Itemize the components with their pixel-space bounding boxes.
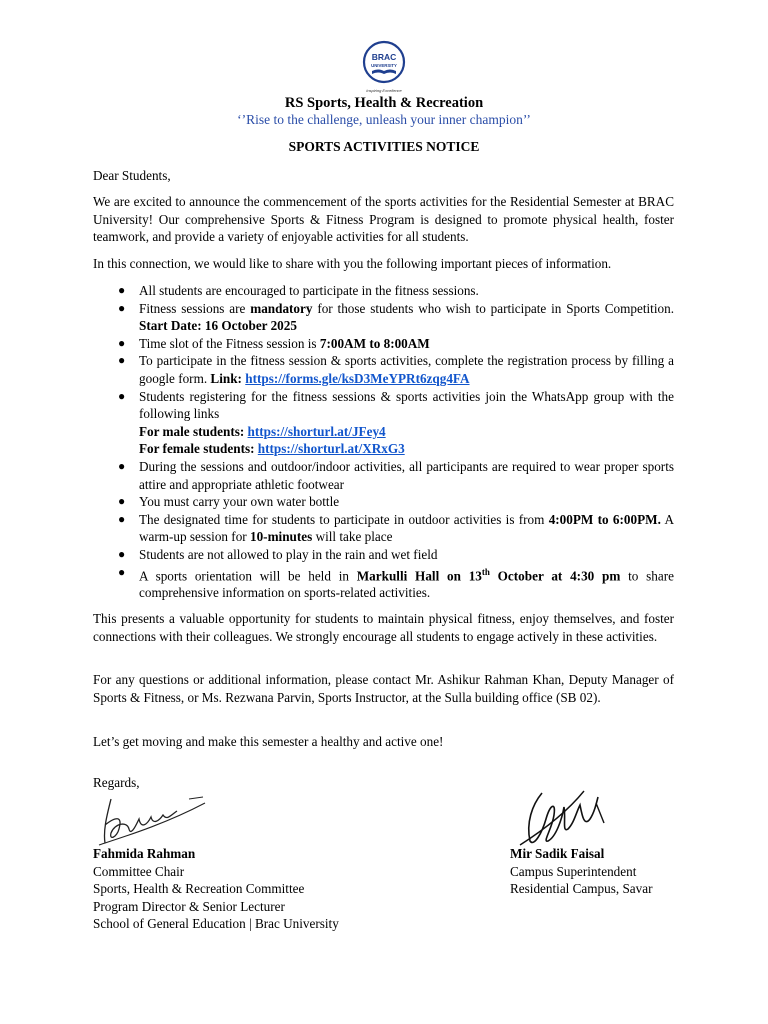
- signatory-campus: Residential Campus, Savar: [510, 881, 653, 897]
- bullet-icon: ●: [118, 546, 126, 561]
- bullet-icon: ●: [118, 353, 126, 368]
- signatory-name: Fahmida Rahman: [93, 846, 196, 861]
- bullet-icon: ●: [118, 335, 126, 350]
- signatory-committee: Sports, Health & Recreation Committee: [93, 881, 305, 897]
- svg-text:BRAC: BRAC: [371, 52, 397, 62]
- signatory-title: Campus Superintendent: [510, 863, 637, 879]
- signatory-right: [510, 845, 652, 898]
- list-item: ● The designated time for students to participate in outdoor activities is from 4:00PM to 6:00PM. A warm-up session for 10-minutes will take place: [118, 511, 674, 545]
- list-item: ● Fitness sessions are mandatory for those students who wish to participate in Sports Competition. Start Date: 16 October 2025: [118, 300, 674, 334]
- svg-text:UNIVERSITY: UNIVERSITY: [371, 63, 397, 68]
- bullet-icon: ●: [118, 511, 126, 526]
- notice-title: SPORTS ACTIVITIES NOTICE: [288, 139, 480, 154]
- list-item: ● Students are not allowed to play in the rain and wet field: [118, 546, 438, 562]
- bullet-icon: ●: [118, 283, 126, 297]
- list-item: ● You must carry your own water bottle: [118, 494, 340, 510]
- male-whatsapp-link[interactable]: https://shorturl.at/JFey4: [247, 423, 386, 439]
- signature-right: [512, 783, 612, 851]
- brac-university-logo: [359, 40, 409, 96]
- bullet-icon: ●: [118, 564, 126, 579]
- bullet-icon: ●: [118, 300, 126, 315]
- org-title: RS Sports, Health & Recreation: [284, 95, 484, 111]
- signatory-left: [93, 845, 339, 933]
- info-list: [93, 282, 674, 602]
- salutation: Dear Students,: [93, 168, 171, 183]
- list-item: ● All students are encouraged to participate in the fitness sessions.: [118, 283, 479, 298]
- bullet-icon: ●: [118, 494, 126, 509]
- bullet-icon: ●: [118, 388, 126, 403]
- list-item: ● During the sessions and outdoor/indoor activities, all participants are required to wear proper sports attire and appropriate athletic footwear: [118, 458, 674, 492]
- signatory-name: Mir Sadik Faisal: [510, 846, 605, 861]
- registration-form-link[interactable]: https://forms.gle/ksD3MeYPRt6zqg4FA: [245, 370, 470, 386]
- list-item: ● Time slot of the Fitness session is 7:00AM to 8:00AM: [118, 335, 430, 351]
- regards: Regards,: [93, 775, 140, 790]
- start-date: Start Date: 16 October 2025: [139, 318, 297, 334]
- fitness-time-slot: 7:00AM to 8:00AM: [319, 335, 430, 351]
- svg-text:Inspiring Excellence: Inspiring Excellence: [366, 88, 402, 93]
- signatory-title: Committee Chair: [93, 863, 185, 879]
- closing-paragraph-2: Let’s get moving and make this semester a healthy and active one!: [93, 734, 444, 749]
- signatory-position: Program Director & Senior Lecturer: [93, 898, 285, 914]
- closing-paragraph-1: This presents a valuable opportunity for students to maintain physical fitness, enjoy themselves, and foster connections with their colleagues. We strongly encourage all students to engage actively in these activities.: [93, 611, 674, 644]
- signature-left: [93, 785, 223, 850]
- connection-paragraph: In this connection, we would like to share with you the following important pieces of information.: [93, 256, 612, 271]
- signatory-school: School of General Education | Brac University: [93, 916, 339, 932]
- list-item: ● To participate in the fitness session & sports activities, complete the registration process by filling a google form. Link: https://forms.gle/ksD3MeYPRt6zqg4FA: [118, 353, 674, 386]
- bullet-icon: ●: [118, 458, 126, 473]
- list-item: ● A sports orientation will be held in Markulli Hall on 13th October at 4:30 pm to share comprehensive information on sports-related activities.: [118, 564, 674, 601]
- female-whatsapp-link[interactable]: https://shorturl.at/XRxG3: [257, 441, 405, 457]
- intro-paragraph: We are excited to announce the commencement of the sports activities for the Residential Semester at BRAC University! Our comprehensive Sports & Fitness Program is designed to promote physical health, foster teamwork, and provide a variety of enjoyable activities for all students.: [93, 194, 674, 245]
- list-item: ● Students registering for the fitness sessions & sports activities join the WhatsApp group with the following links For male students: https://shorturl.at/JFey4 For female students: https://shorturl.at/XRxG3: [118, 388, 674, 457]
- contact-paragraph: For any questions or additional information, please contact Mr. Ashikur Rahman Khan, Deputy Manager of Sports & Fitness, or Ms. Rezwana Parvin, Sports Instructor, at the Sulla building office (SB 02).: [93, 672, 674, 705]
- motto: ‘’Rise to the challenge, unleash your inner champion’’: [237, 112, 531, 127]
